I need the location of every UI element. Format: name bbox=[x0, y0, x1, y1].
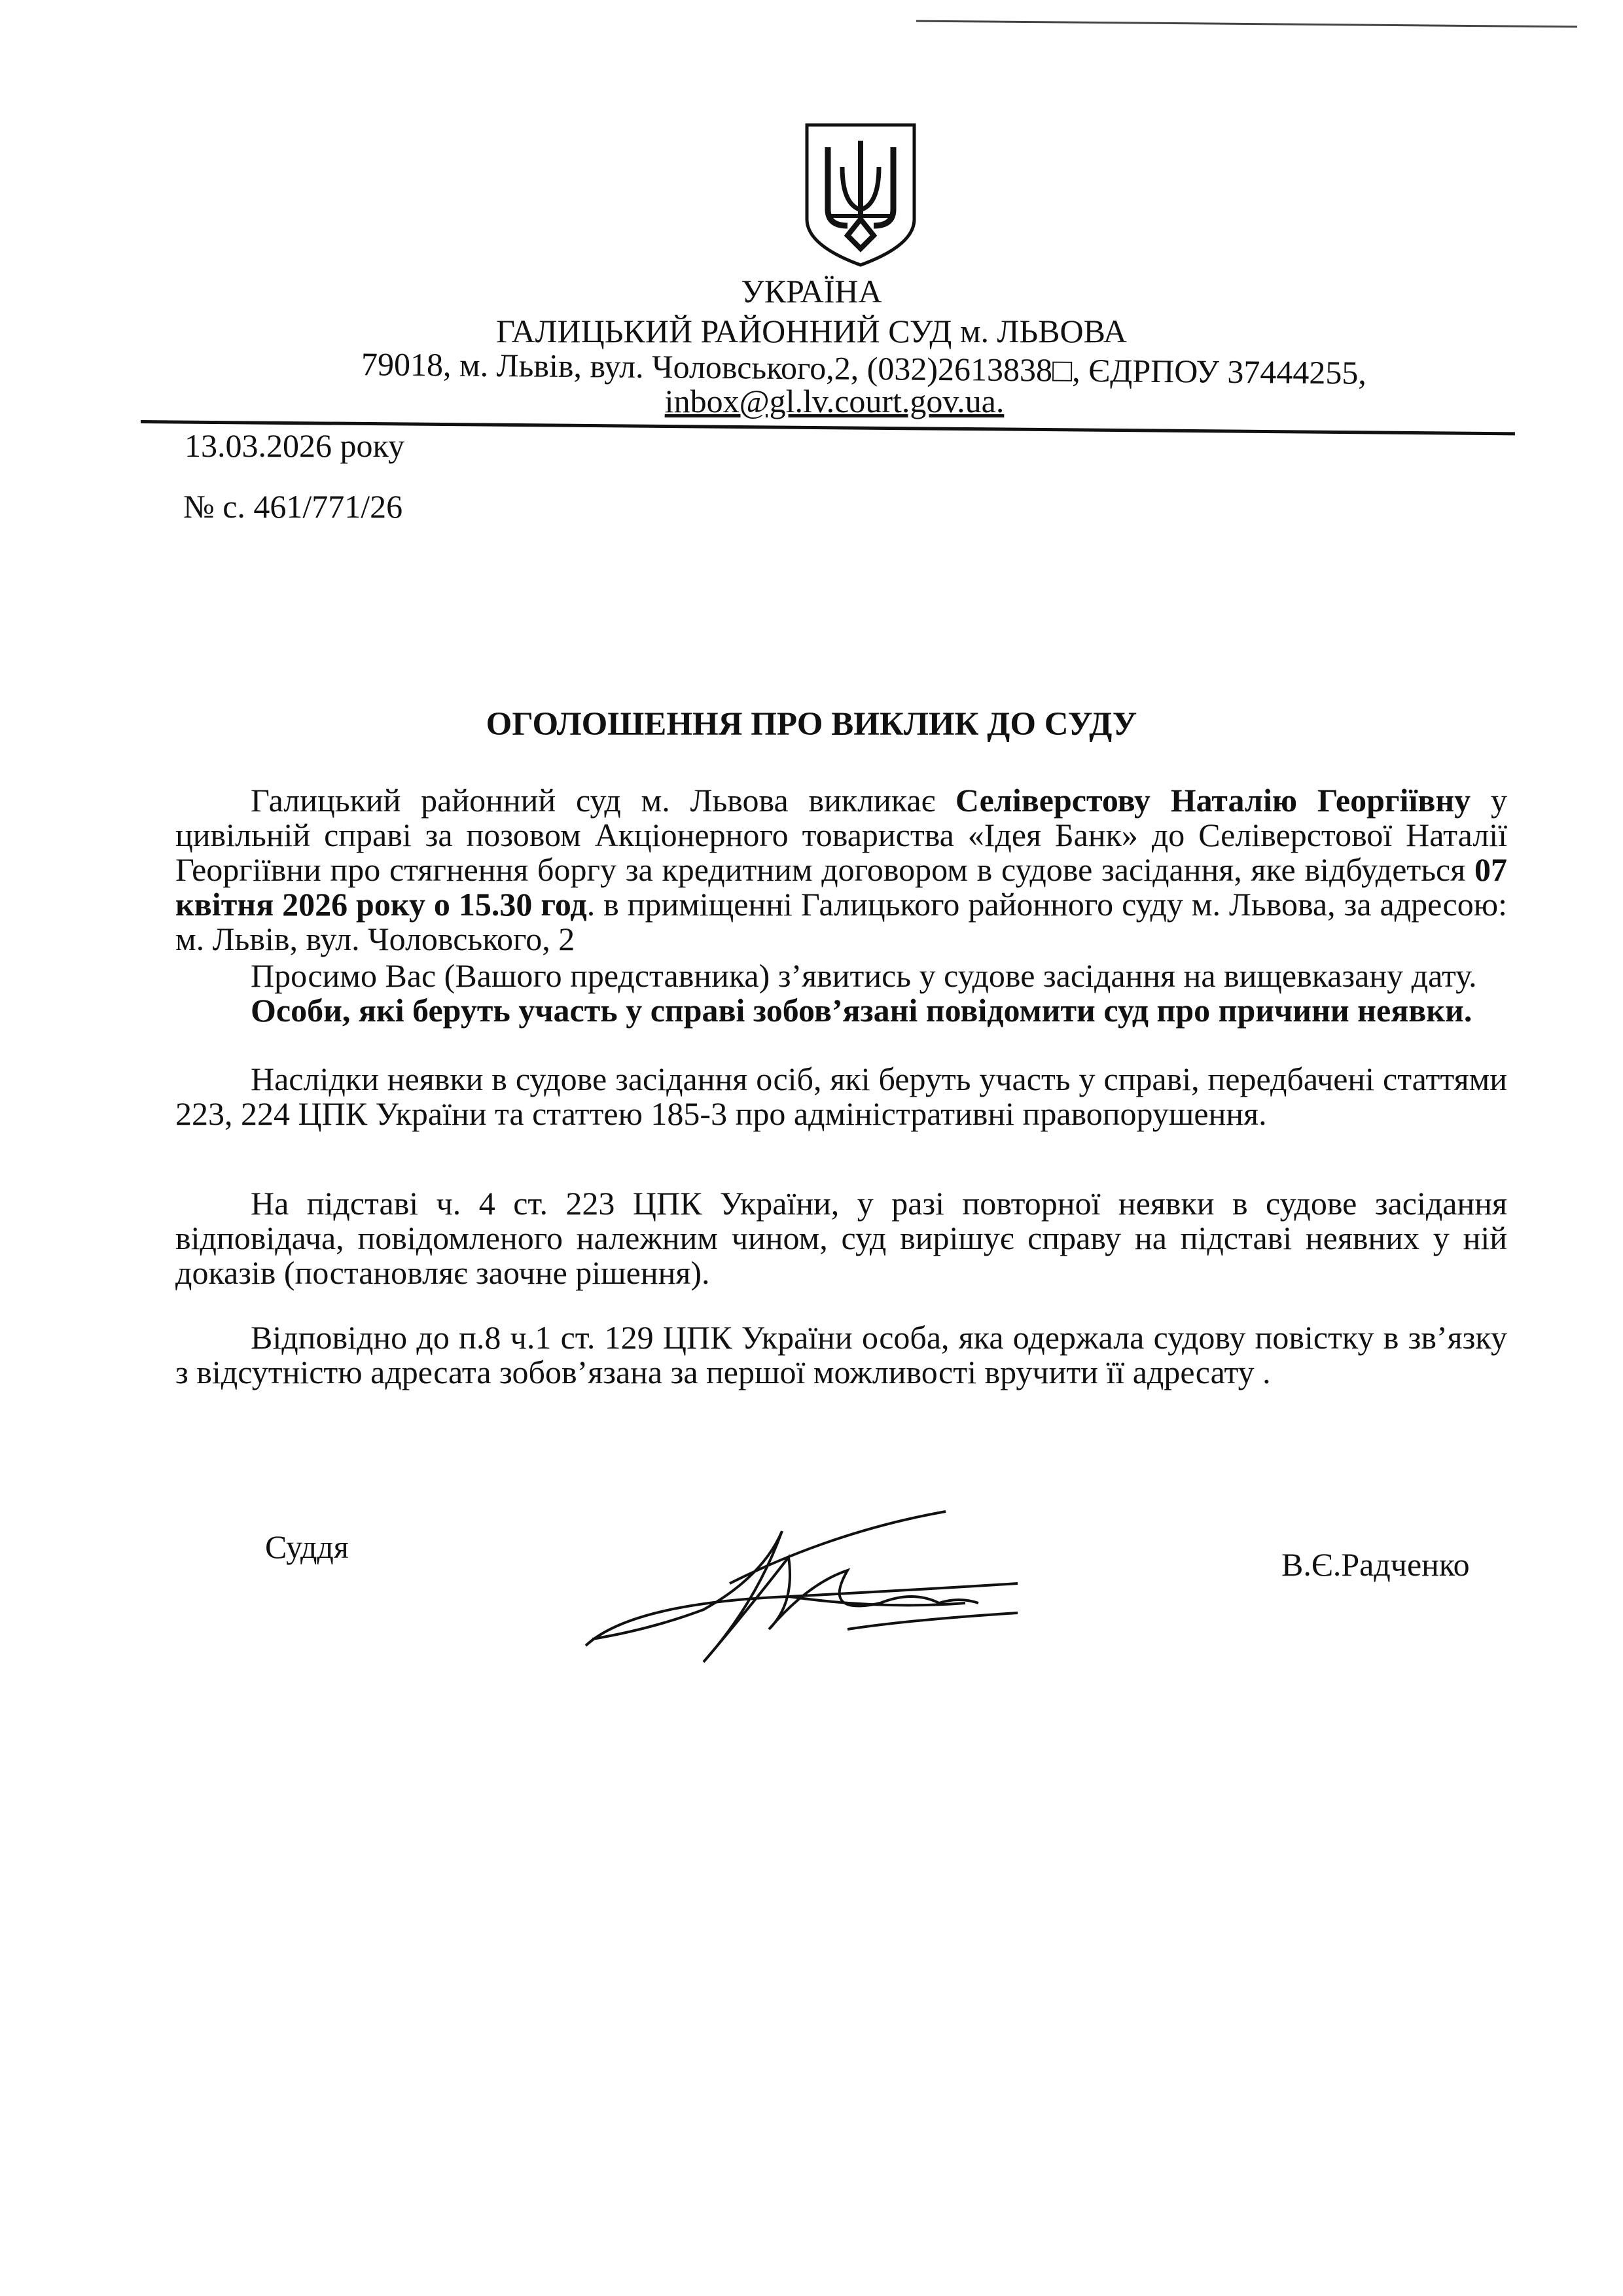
paragraph-summons bbox=[175, 783, 1507, 957]
paragraph-request: Просимо Вас (Вашого представника) з’явитись у судове засідання на вищевказану дату. bbox=[251, 957, 1477, 994]
case-number: № с. 461/771/26 bbox=[183, 488, 403, 525]
court-name: ГАЛИЦЬКИЙ РАЙОННИЙ СУД м. ЛЬВОВА bbox=[496, 313, 1127, 349]
document-date: 13.03.2026 року bbox=[185, 427, 405, 464]
paragraph-delivery: Відповідно до п.8 ч.1 ст. 129 ЦПК України особа, яка одержала судову повістку в зв’язку з відсутністю адресата зобов’язана за першої можливості вручити її адресату . bbox=[175, 1319, 1507, 1390]
coat-of-arms-icon bbox=[802, 121, 919, 268]
handwritten-signature bbox=[573, 1505, 1024, 1675]
judge-role: Суддя bbox=[265, 1528, 349, 1565]
paragraph-consequences: Наслідки неявки в судове засідання осіб, які беруть участь у справі, передбачені статтями 223, 224 ЦПК України та статтею 185-3 про адміністративні правопорушення. bbox=[175, 1061, 1507, 1132]
court-address: 79018, м. Львів, вул. Чоловського,2, (032)2613838□, ЄДРПОУ 37444255, bbox=[361, 345, 1367, 391]
judge-name: В.Є.Радченко bbox=[1281, 1546, 1470, 1583]
court-email[interactable]: inbox@gl.lv.court.gov.ua. bbox=[664, 383, 1005, 419]
summons-text-1: Галицький районний суд м. Львова викликає bbox=[251, 782, 955, 819]
defendant-name: Селіверстову Наталію Георгіївну bbox=[955, 782, 1471, 819]
country-heading: УКРАЇНА bbox=[741, 273, 882, 309]
paragraph-default-judgment: На підставі ч. 4 ст. 223 ЦПК України, у разі повторної неявки в судове засідання відповідача, повідомленого належним чином, суд вирішує справу на підставі неявних у ній доказів (постановляє заочне рішення). bbox=[175, 1185, 1507, 1291]
document-title: ОГОЛОШЕННЯ ПРО ВИКЛИК ДО СУДУ bbox=[486, 706, 1137, 743]
hearing-datetime: 07 квітня 2026 року о 15.30 год bbox=[175, 851, 1507, 923]
summons-text-3: . в приміщенні Галицького районного суду м. Львова, за адресою: м. Львів, вул. Чоловського, 2 bbox=[175, 886, 1507, 957]
paragraph-obligation: Особи, які беруть участь у справі зобов’язані повідомити суд про причини неявки. bbox=[251, 992, 1472, 1029]
scan-edge-line bbox=[916, 20, 1577, 28]
summons-text-2: у цивільній справі за позовом Акціонерного товариства «Ідея Банк» до Селіверстової Наталії Георгіївни про стягнення боргу за кредитним договором в судове засідання, яке відбудеться bbox=[175, 782, 1508, 888]
